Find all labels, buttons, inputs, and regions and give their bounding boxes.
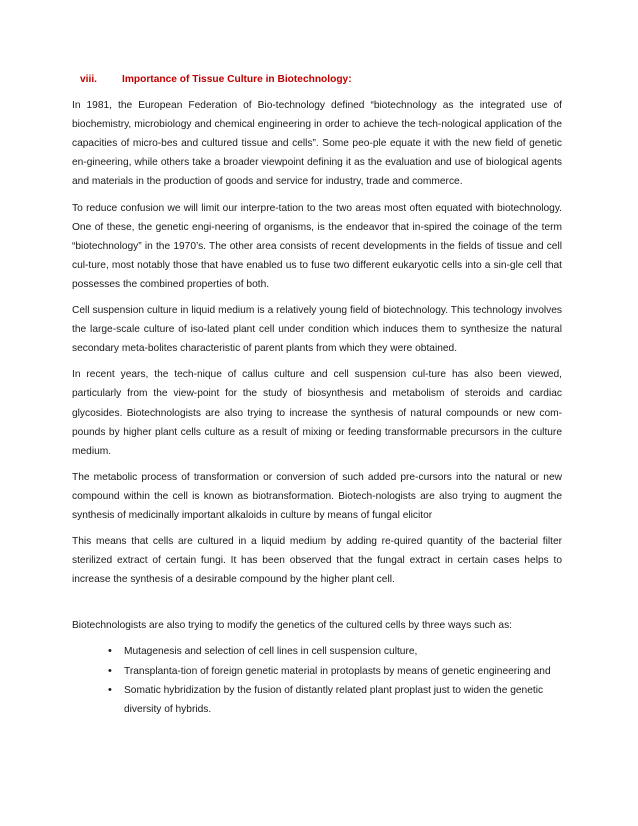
- paragraph: In 1981, the European Federation of Bio-technology defined “biotechnology as the integrated use of biochemistry, microbiology and chemical engineering in order to achieve the tech-nological application of the capacities of micro-bes and cultured tissue and cells”. Some peo-ple equate it with the new field of genetic en-gineering, while others take a broader viewpoint defining it as the evaluation and use of biological agents and materials in the production of goods and service for industry, trade and commerce.: [72, 100, 562, 188]
- intro-paragraph: Biotechnologists are also trying to modify the genetics of the cultured cells by three ways such as:: [72, 620, 512, 632]
- section-number: viii.: [80, 74, 97, 85]
- paragraph: Cell suspension culture in liquid medium is a relatively young field of biotechnology. This technology involves the large-scale culture of iso-lated plant cell under condition which induces them to synthesize the natural secondary meta-bolites characteristic of parent plants from which they were obtained.: [72, 305, 562, 355]
- list-item: • Transplanta-tion of foreign genetic material in protoplasts by means of genetic engineering and: [108, 662, 562, 681]
- section-title: Importance of Tissue Culture in Biotechnology:: [122, 74, 352, 85]
- section-heading: [72, 70, 562, 89]
- list-item: • Somatic hybridization by the fusion of distantly related plant proplast just to widen the genetic diversity of hybrids.: [108, 681, 562, 719]
- paragraph: To reduce confusion we will limit our interpre-tation to the two areas most often equated with biotechnology. One of these, the genetic engi-neering of organisms, is the endeavor that in-spired the coinage of the term “biotechnology” in the 1970’s. The other area consists of recent developments in the fields of tissue and cell cul-ture, most notably those that have enabled us to fuse two different eukaryotic cells into a sin-gle cell that possesses the combined properties of both.: [72, 202, 562, 290]
- list-item: • Mutagenesis and selection of cell lines in cell suspension culture,: [108, 642, 562, 661]
- paragraph: In recent years, the tech-nique of callus culture and cell suspension cul-ture has also been viewed, particularly from the view-point for the study of biosynthesis and metabolism of steroids and cardiac glycosides. Biotechnologists are also trying to increase the synthesis of natural compounds or new com-pounds by higher plant cells culture as a result of mixing or feeding transformable precursors in the culture medium.: [72, 369, 562, 457]
- paragraph: This means that cells are cultured in a liquid medium by adding re-quired quantity of the bacterial filter sterilized extract of certain fungi. It has been observed that the fungal extract in certain cases helps to increase the synthesis of a desirable compound by the higher plant cell.: [72, 536, 562, 586]
- paragraph: The metabolic process of transformation or conversion of such added pre-cursors into the natural or new compound within the cell is known as biotransformation. Biotech-nologists are also trying to augment the synthesis of medicinally important alkaloids in culture by means of fungal elicitor: [72, 471, 562, 521]
- spacer: [72, 596, 562, 616]
- bullet-list: [72, 642, 562, 718]
